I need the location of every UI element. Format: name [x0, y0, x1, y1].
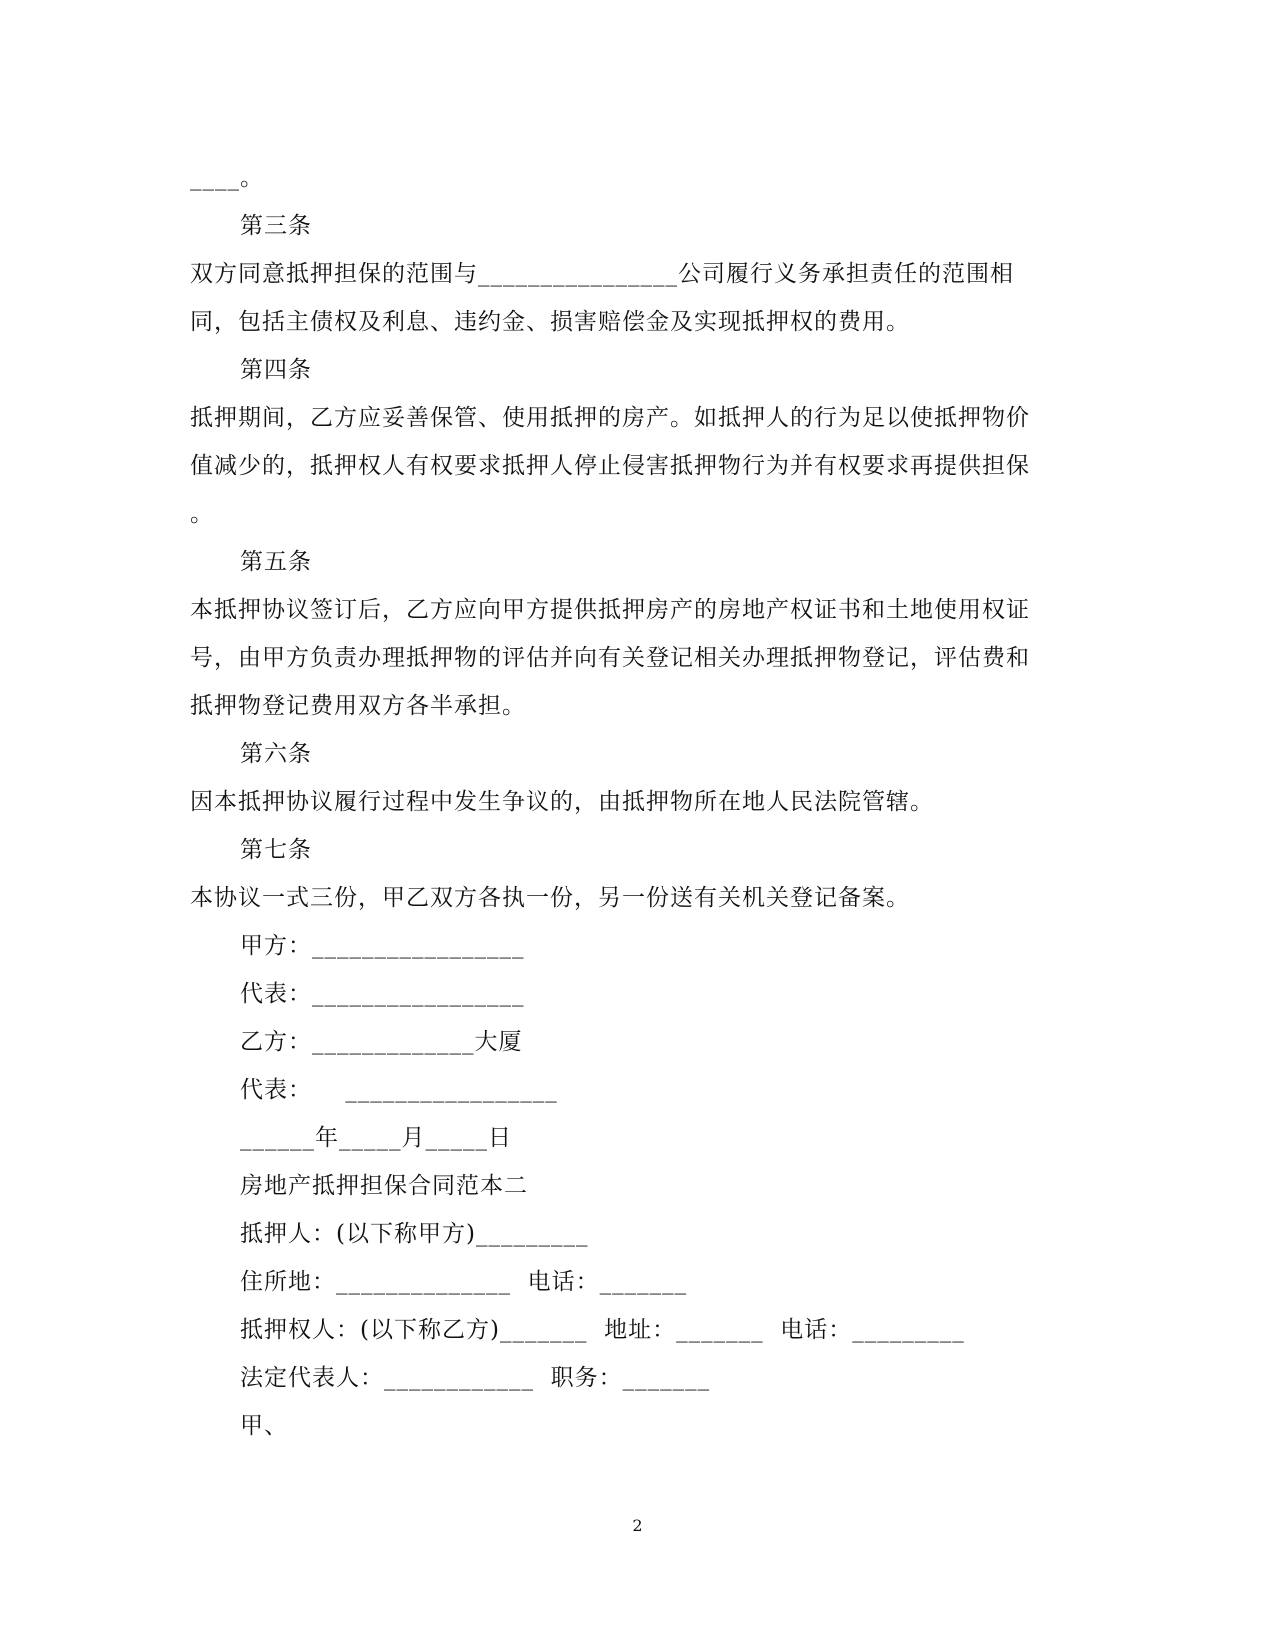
mortgagor-field: 抵押人：(以下称甲方)_________: [240, 1221, 589, 1247]
mortgagee-field: 抵押权人：(以下称乙方)_______ 地址：_______ 电话：_________: [240, 1317, 965, 1343]
signature-field-party-b: 乙方：_____________大厦: [240, 1029, 523, 1055]
text-line: ____。: [190, 165, 264, 191]
section-title: 房地产抵押担保合同范本二: [240, 1173, 528, 1199]
article-heading: 第四条: [240, 357, 312, 383]
legal-representative-field: 法定代表人：____________ 职务：_______: [240, 1365, 711, 1391]
page-number: 2: [632, 1516, 643, 1535]
signature-field-representative-b: 代表： _________________: [240, 1077, 558, 1103]
text-line: 本抵押协议签订后，乙方应向甲方提供抵押房产的房地产权证书和土地使用权证: [190, 597, 1030, 623]
signature-field-party-a: 甲方：_________________: [240, 933, 525, 959]
article-heading: 第五条: [240, 549, 312, 575]
article-heading: 第七条: [240, 837, 312, 863]
text-line: 抵押物登记费用双方各半承担。: [190, 693, 526, 719]
text-line: 甲、: [240, 1413, 288, 1439]
text-line: 抵押期间，乙方应妥善保管、使用抵押的房产。如抵押人的行为足以使抵押物价: [190, 405, 1030, 431]
text-line: 因本抵押协议履行过程中发生争议的，由抵押物所在地人民法院管辖。: [190, 789, 934, 815]
text-line: 本协议一式三份，甲乙双方各执一份，另一份送有关机关登记备案。: [190, 885, 910, 911]
article-heading: 第三条: [240, 213, 312, 239]
text-line: 双方同意抵押担保的范围与________________公司履行义务承担责任的范围相: [190, 261, 1014, 287]
signature-field-representative-a: 代表：_________________: [240, 981, 525, 1007]
text-line: 号，由甲方负责办理抵押物的评估并向有关登记相关办理抵押物登记，评估费和: [190, 645, 1030, 671]
article-heading: 第六条: [240, 741, 312, 767]
date-field: ______年_____月_____日: [240, 1125, 512, 1151]
text-line: 。: [190, 501, 214, 527]
address-phone-field: 住所地：______________ 电话：_______: [240, 1269, 688, 1295]
text-line: 值减少的，抵押权人有权要求抵押人停止侵害抵押物行为并有权要求再提供担保: [190, 453, 1030, 479]
text-line: 同，包括主债权及利息、违约金、损害赔偿金及实现抵押权的费用。: [190, 309, 910, 335]
